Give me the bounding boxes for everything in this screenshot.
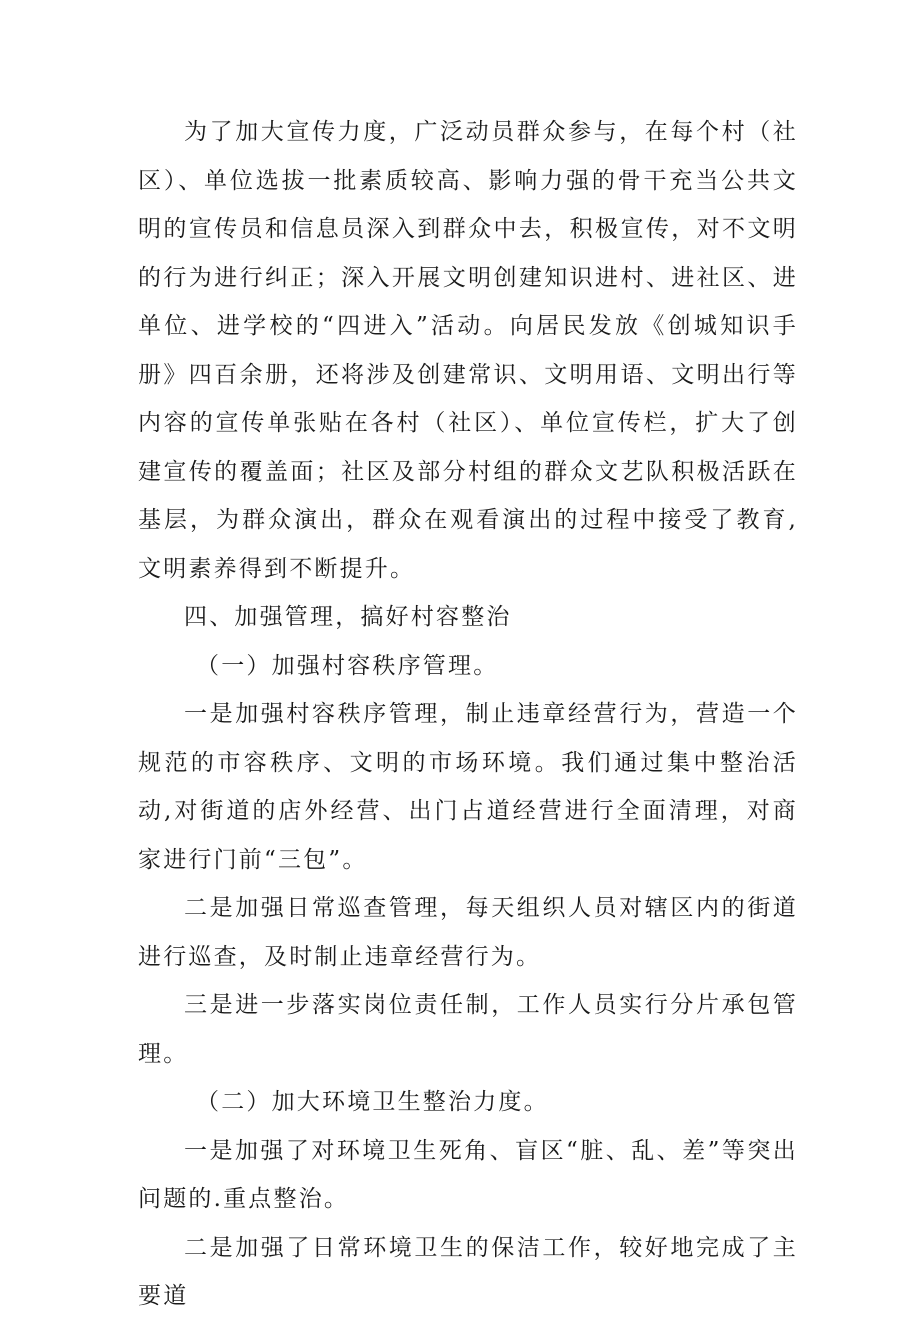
paragraph-order-item-1: 一是加强村容秩序管理，制止违章经营行为，营造一个规范的市容秩序、文明的市场环境。我们通过集中整治活动,对街道的店外经营、出门占道经营进行全面清理，对商家进行门前“三包”。 bbox=[138, 701, 798, 873]
paragraph-sanitation-item-1: 一是加强了对环境卫生死角、盲区“脏、乱、差”等突出问题的.重点整治。 bbox=[138, 1137, 798, 1212]
paragraph-sanitation-item-2: 二是加强了日常环境卫生的保洁工作，较好地完成了主要道 bbox=[138, 1234, 798, 1309]
paragraph-order-item-3: 三是进一步落实岗位责任制，工作人员实行分片承包管理。 bbox=[138, 992, 798, 1067]
document-body bbox=[138, 108, 798, 1321]
section-heading-management: 四、加强管理，搞好村容整治 bbox=[184, 604, 512, 630]
paragraph-publicity: 为了加大宣传力度，广泛动员群众参与，在每个村（社区）、单位选拔一批素质较高、影响力强的骨干充当公共文明的宣传员和信息员深入到群众中去，积极宣传，对不文明的行为进行纠正；深入开展文明创建知识进村、进社区、进单位、进学校的“四进入”活动。向居民发放《创城知识手册》四百余册，还将涉及创建常识、文明用语、文明出行等内容的宣传单张贴在各村（社区）、单位宣传栏，扩大了创建宣传的覆盖面；社区及部分村组的群众文艺队积极活跃在基层，为群众演出，群众在观看演出的过程中接受了教育,文明素养得到不断提升。 bbox=[138, 119, 798, 582]
subheading-sanitation: （二）加大环境卫生整治力度。 bbox=[196, 1089, 549, 1115]
subheading-village-order: （一）加强村容秩序管理。 bbox=[196, 652, 499, 679]
paragraph-order-item-2: 二是加强日常巡查管理，每天组织人员对辖区内的街道进行巡查，及时制止违章经营行为。 bbox=[138, 895, 798, 970]
